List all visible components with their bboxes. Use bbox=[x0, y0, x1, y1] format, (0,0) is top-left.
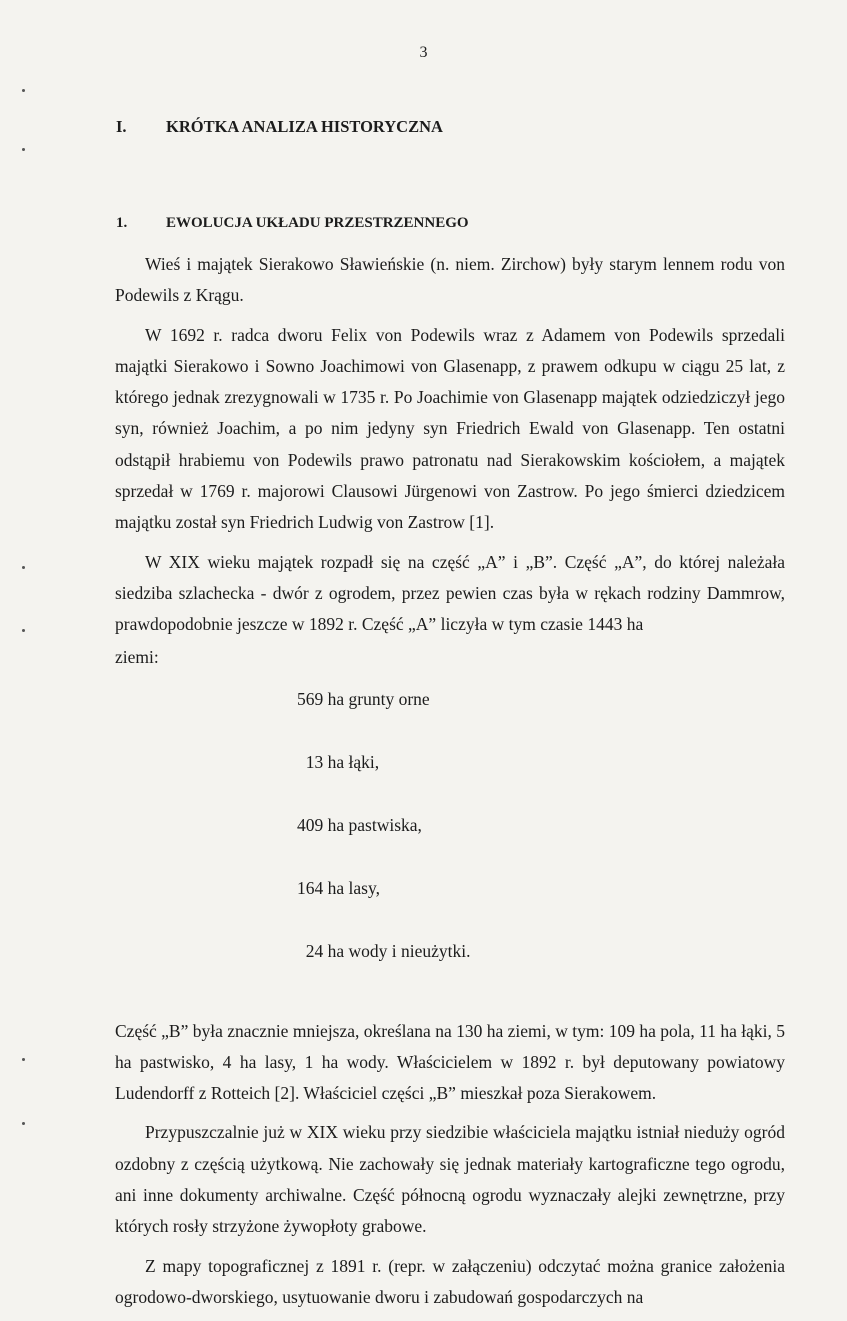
section-title: EWOLUCJA UKŁADU PRZESTRZENNEGO bbox=[166, 215, 469, 231]
list-item: 164 ha lasy, bbox=[297, 877, 380, 898]
paragraph: W 1692 r. radca dworu Felix von Podewils wraz z Adamem von Podewils sprzedali majątki Sierakowo i Sowno Joachimowi von Glasenapp, z prawem odkupu w ciągu 25 lat, z którego jednak zrezygnowali w 1735 r. Po Joachimie von Glasenapp majątek odziedziczył jego syn, również Joachim, a po nim jedyny syn Friedrich Ewald von Glasenapp. Ten ostatni odstąpił hrabiemu von Podewils prawo patronatu nad Sierakowskim kościołem, a majątek sprzedał w 1769 r. majorowi Clausowi Jürgenowi von Zastrow. Po jego śmierci dziedzicem majątku został syn Friedrich Ludwig von Zastrow [1]. bbox=[115, 324, 785, 533]
section-heading bbox=[116, 215, 469, 232]
body-text bbox=[115, 249, 785, 1321]
paragraph: Przypuszczalnie już w XIX wieku przy siedzibie właściciela majątku istniał nieduży ogród ozdobny z częścią użytkową. Nie zachowały się jednak materiały kartograficzne tego ogrodu, ani inne dokumenty archiwalne. Część północną ogrodu wyznaczały alejki zewnętrzne, przy których rosły strzyżone żywopłoty grabowe. bbox=[115, 1122, 785, 1237]
land-list bbox=[115, 647, 785, 1004]
binding-hole-dot bbox=[22, 629, 25, 632]
paragraph: Wieś i majątek Sierakowo Sławieńskie (n. niem. Zirchow) były starym lennem rodu von Podewils z Krągu. bbox=[115, 254, 785, 306]
list-item: 13 ha łąki, bbox=[297, 751, 380, 772]
binding-hole-dot bbox=[22, 1122, 25, 1125]
chapter-heading bbox=[116, 117, 443, 137]
list-item: 569 ha grunty orne bbox=[297, 688, 430, 709]
chapter-number: I. bbox=[116, 117, 127, 136]
page-number: 3 bbox=[419, 44, 428, 61]
section-number: 1. bbox=[116, 215, 128, 231]
paragraph: Z mapy topograficznej z 1891 r. (repr. w załączeniu) odczytać można granice założenia ogrodowo-dworskiego, usytuowanie dworu i zabudowań gospodarczych na bbox=[115, 1255, 785, 1307]
chapter-title: KRÓTKA ANALIZA HISTORYCZNA bbox=[166, 117, 443, 136]
paragraph: Część „B” była znacznie mniejsza, określana na 130 ha ziemi, w tym: 109 ha pola, 11 ha łąki, 5 ha pastwisko, 4 ha lasy, 1 ha wody. Właścicielem w 1892 r. był deputowany powiatowy Ludendorff z Rotteich [2]. Właściciel części „B” mieszkał poza Sierakowem. bbox=[115, 1020, 785, 1104]
binding-hole-dot bbox=[22, 148, 25, 151]
land-list-items bbox=[297, 647, 471, 1004]
list-item: 409 ha pastwiska, bbox=[297, 814, 422, 835]
binding-hole-dot bbox=[22, 89, 25, 92]
land-list-label: ziemi: bbox=[115, 646, 159, 667]
binding-hole-dot bbox=[22, 1058, 25, 1061]
paragraph: W XIX wieku majątek rozpadł się na część „A” i „B”. Część „A”, do której należała siedziba szlachecka - dwór z ogrodem, przez pewien czas była w rękach rodziny Dammrow, prawdopodobnie jeszcze w 1892 r. Część „A” liczyła w tym czasie 1443 ha bbox=[115, 551, 785, 635]
list-item: 24 ha wody i nieużytki. bbox=[297, 940, 471, 961]
binding-hole-dot bbox=[22, 566, 25, 569]
